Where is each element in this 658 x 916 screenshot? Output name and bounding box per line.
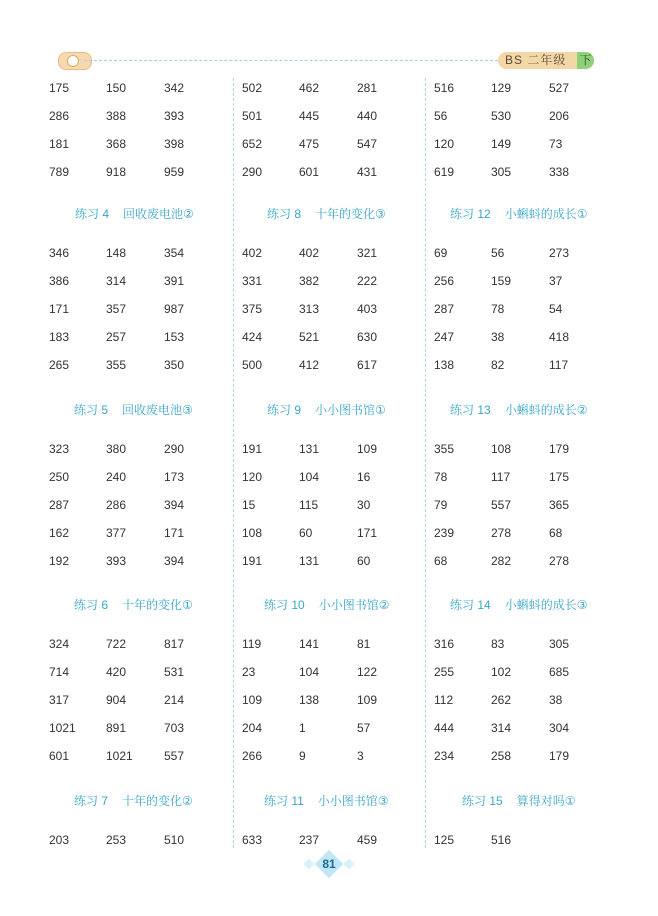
page-number-badge [301, 853, 357, 875]
number-cell: 368 [106, 137, 127, 151]
number-cell: 131 [299, 442, 320, 456]
number-cell: 418 [549, 330, 570, 344]
number-cell: 445 [299, 109, 320, 123]
number-cell: 617 [357, 358, 378, 372]
number-cell: 125 [434, 833, 455, 847]
number-cell: 394 [164, 554, 185, 568]
number-cell: 181 [49, 137, 70, 151]
number-cell: 412 [299, 358, 320, 372]
number-cell: 117 [491, 470, 511, 484]
number-cell: 239 [434, 526, 455, 540]
number-cell: 891 [106, 721, 127, 735]
number-cell: 393 [164, 109, 185, 123]
number-cell: 56 [434, 109, 448, 123]
number-cell: 394 [164, 498, 185, 512]
number-cell: 60 [299, 526, 313, 540]
exercise-topic: 小蝌蚪的成长③ [504, 598, 588, 612]
number-cell: 904 [106, 693, 127, 707]
number-cell: 403 [357, 302, 378, 316]
number-cell: 355 [434, 442, 455, 456]
number-cell: 557 [164, 749, 185, 763]
number-cell: 175 [549, 470, 570, 484]
number-cell: 918 [106, 165, 127, 179]
number-cell: 789 [49, 165, 70, 179]
exercise-number: 练习 15 [462, 794, 503, 808]
exercise-topic: 回收废电池③ [122, 403, 193, 417]
number-cell: 304 [549, 721, 570, 735]
number-cell: 117 [549, 358, 569, 372]
number-cell: 68 [434, 554, 448, 568]
number-cell: 357 [106, 302, 127, 316]
number-cell: 386 [49, 274, 70, 288]
number-cell: 104 [299, 470, 320, 484]
number-cell: 54 [549, 302, 563, 316]
number-cell: 119 [242, 637, 262, 651]
exercise-topic: 十年的变化② [122, 794, 193, 808]
number-cell: 153 [164, 330, 185, 344]
number-cell: 122 [357, 665, 378, 679]
exercise-number: 练习 4 [75, 207, 110, 221]
number-cell: 78 [491, 302, 505, 316]
exercise-number: 练习 10 [264, 598, 305, 612]
number-cell: 424 [242, 330, 263, 344]
exercise-topic: 小小图书馆③ [317, 794, 389, 808]
number-cell: 131 [299, 554, 320, 568]
number-cell: 287 [49, 498, 70, 512]
number-cell: 262 [491, 693, 512, 707]
number-cell: 81 [357, 637, 371, 651]
number-cell: 179 [549, 749, 570, 763]
exercise-topic: 回收废电池② [123, 207, 194, 221]
number-cell: 191 [242, 442, 263, 456]
exercise-topic: 小蝌蚪的成长② [504, 403, 588, 417]
number-cell: 204 [242, 721, 263, 735]
number-cell: 391 [164, 274, 185, 288]
number-cell: 253 [106, 833, 127, 847]
number-cell: 258 [491, 749, 512, 763]
exercise-title [264, 793, 389, 809]
number-cell: 150 [106, 81, 127, 95]
number-cell: 256 [434, 274, 455, 288]
number-cell: 266 [242, 749, 263, 763]
number-cell: 247 [434, 330, 455, 344]
number-cell: 1 [299, 721, 306, 735]
number-cell: 402 [242, 246, 263, 260]
number-cell: 365 [549, 498, 570, 512]
number-cell: 350 [164, 358, 185, 372]
exercise-title [267, 206, 386, 222]
number-cell: 321 [357, 246, 378, 260]
number-cell: 459 [357, 833, 378, 847]
number-cell: 109 [357, 442, 378, 456]
number-cell: 431 [357, 165, 378, 179]
number-cell: 316 [434, 637, 455, 651]
number-cell: 38 [549, 693, 563, 707]
number-cell: 346 [49, 246, 70, 260]
number-cell: 255 [434, 665, 455, 679]
number-cell: 516 [491, 833, 512, 847]
number-cell: 265 [49, 358, 70, 372]
number-cell: 286 [49, 109, 70, 123]
number-cell: 601 [49, 749, 70, 763]
number-cell: 16 [357, 470, 371, 484]
logo-icon [58, 52, 92, 70]
number-cell: 79 [434, 498, 448, 512]
number-cell: 191 [242, 554, 263, 568]
number-cell: 530 [491, 109, 512, 123]
number-cell: 173 [164, 470, 185, 484]
number-cell: 23 [242, 665, 256, 679]
number-cell: 108 [242, 526, 263, 540]
number-cell: 214 [164, 693, 185, 707]
number-cell: 317 [49, 693, 70, 707]
exercise-title [264, 597, 389, 613]
number-cell: 82 [491, 358, 505, 372]
number-cell: 108 [491, 442, 512, 456]
exercise-number: 练习 12 [450, 207, 491, 221]
exercise-topic: 算得对吗① [516, 794, 576, 808]
page-number: 81 [322, 857, 336, 871]
number-cell: 510 [164, 833, 185, 847]
number-cell: 171 [164, 526, 185, 540]
number-cell: 15 [242, 498, 256, 512]
exercise-number: 练习 11 [264, 794, 304, 808]
number-cell: 290 [164, 442, 185, 456]
exercise-number: 练习 6 [74, 598, 109, 612]
number-cell: 73 [549, 137, 563, 151]
number-cell: 987 [164, 302, 185, 316]
number-cell: 183 [49, 330, 70, 344]
number-cell: 685 [549, 665, 570, 679]
exercise-title [74, 793, 193, 809]
number-cell: 714 [49, 665, 70, 679]
number-cell: 149 [491, 137, 512, 151]
exercise-number: 练习 13 [450, 403, 491, 417]
number-cell: 959 [164, 165, 185, 179]
number-cell: 159 [491, 274, 512, 288]
number-cell: 817 [164, 637, 185, 651]
number-cell: 278 [549, 554, 570, 568]
number-cell: 323 [49, 442, 70, 456]
number-cell: 203 [49, 833, 70, 847]
number-cell: 120 [242, 470, 263, 484]
number-cell: 501 [242, 109, 263, 123]
number-cell: 462 [299, 81, 320, 95]
number-cell: 240 [106, 470, 127, 484]
exercise-title [267, 402, 386, 418]
number-cell: 102 [491, 665, 512, 679]
exercise-title [462, 793, 575, 809]
number-cell: 222 [357, 274, 378, 288]
number-cell: 129 [491, 81, 512, 95]
number-cell: 355 [106, 358, 127, 372]
header-divider [84, 60, 498, 61]
number-cell: 500 [242, 358, 263, 372]
column-divider [425, 78, 426, 848]
number-cell: 354 [164, 246, 185, 260]
number-cell: 305 [549, 637, 570, 651]
exercise-topic: 小小图书馆① [315, 403, 386, 417]
number-cell: 527 [549, 81, 570, 95]
number-cell: 516 [434, 81, 455, 95]
exercise-title [450, 597, 587, 613]
number-cell: 115 [299, 498, 319, 512]
number-cell: 109 [242, 693, 263, 707]
number-cell: 69 [434, 246, 448, 260]
grade-label: BS 二年级 [505, 53, 567, 67]
number-cell: 324 [49, 637, 70, 651]
number-cell: 104 [299, 665, 320, 679]
number-cell: 382 [299, 274, 320, 288]
exercise-title [450, 206, 587, 222]
column-divider [233, 78, 234, 848]
exercise-topic: 小蝌蚪的成长① [504, 207, 588, 221]
exercise-title [74, 597, 193, 613]
number-cell: 521 [299, 330, 320, 344]
number-cell: 722 [106, 637, 127, 651]
exercise-number: 练习 8 [267, 207, 302, 221]
number-cell: 3 [357, 749, 364, 763]
number-cell: 206 [549, 109, 570, 123]
number-cell: 138 [434, 358, 455, 372]
number-cell: 148 [106, 246, 127, 260]
number-cell: 290 [242, 165, 263, 179]
number-cell: 192 [49, 554, 70, 568]
number-cell: 179 [549, 442, 570, 456]
number-cell: 9 [299, 749, 306, 763]
exercise-number: 练习 14 [450, 598, 491, 612]
exercise-topic: 十年的变化① [122, 598, 193, 612]
number-cell: 1021 [49, 721, 76, 735]
number-cell: 557 [491, 498, 512, 512]
number-cell: 37 [549, 274, 563, 288]
number-cell: 162 [49, 526, 70, 540]
exercise-title [75, 206, 194, 222]
number-cell: 388 [106, 109, 127, 123]
number-cell: 68 [549, 526, 563, 540]
number-cell: 57 [357, 721, 371, 735]
number-cell: 282 [491, 554, 512, 568]
grade-term-label: 下 [577, 52, 594, 69]
number-cell: 601 [299, 165, 320, 179]
exercise-topic: 十年的变化③ [315, 207, 386, 221]
number-cell: 475 [299, 137, 320, 151]
number-cell: 175 [49, 81, 70, 95]
number-cell: 257 [106, 330, 127, 344]
number-cell: 420 [106, 665, 127, 679]
exercise-title [74, 402, 193, 418]
number-cell: 305 [491, 165, 512, 179]
number-cell: 703 [164, 721, 185, 735]
number-cell: 109 [357, 693, 378, 707]
number-cell: 171 [357, 526, 378, 540]
number-cell: 286 [106, 498, 127, 512]
number-cell: 402 [299, 246, 320, 260]
number-cell: 171 [49, 302, 70, 316]
number-cell: 234 [434, 749, 455, 763]
number-cell: 78 [434, 470, 448, 484]
number-cell: 287 [434, 302, 455, 316]
number-cell: 342 [164, 81, 185, 95]
number-cell: 314 [491, 721, 512, 735]
number-cell: 141 [299, 637, 320, 651]
number-cell: 377 [106, 526, 127, 540]
number-cell: 273 [549, 246, 570, 260]
number-cell: 278 [491, 526, 512, 540]
number-cell: 547 [357, 137, 378, 151]
exercise-title [450, 402, 587, 418]
number-cell: 250 [49, 470, 70, 484]
number-cell: 338 [549, 165, 570, 179]
exercise-number: 练习 9 [267, 403, 302, 417]
number-cell: 38 [491, 330, 505, 344]
number-cell: 398 [164, 137, 185, 151]
number-cell: 630 [357, 330, 378, 344]
number-cell: 112 [434, 693, 454, 707]
number-cell: 313 [299, 302, 320, 316]
number-cell: 652 [242, 137, 263, 151]
number-cell: 237 [299, 833, 320, 847]
number-cell: 120 [434, 137, 455, 151]
number-cell: 633 [242, 833, 263, 847]
number-cell: 531 [164, 665, 185, 679]
number-cell: 1021 [106, 749, 133, 763]
number-cell: 281 [357, 81, 378, 95]
number-cell: 619 [434, 165, 455, 179]
number-cell: 502 [242, 81, 263, 95]
exercise-number: 练习 5 [74, 403, 109, 417]
number-cell: 83 [491, 637, 505, 651]
number-cell: 331 [242, 274, 263, 288]
number-cell: 56 [491, 246, 505, 260]
number-cell: 375 [242, 302, 263, 316]
number-cell: 30 [357, 498, 371, 512]
exercise-topic: 小小图书馆② [318, 598, 390, 612]
number-cell: 380 [106, 442, 127, 456]
number-cell: 444 [434, 721, 455, 735]
exercise-number: 练习 7 [74, 794, 109, 808]
number-cell: 440 [357, 109, 378, 123]
number-cell: 138 [299, 693, 320, 707]
number-cell: 60 [357, 554, 371, 568]
number-cell: 314 [106, 274, 127, 288]
number-cell: 393 [106, 554, 127, 568]
